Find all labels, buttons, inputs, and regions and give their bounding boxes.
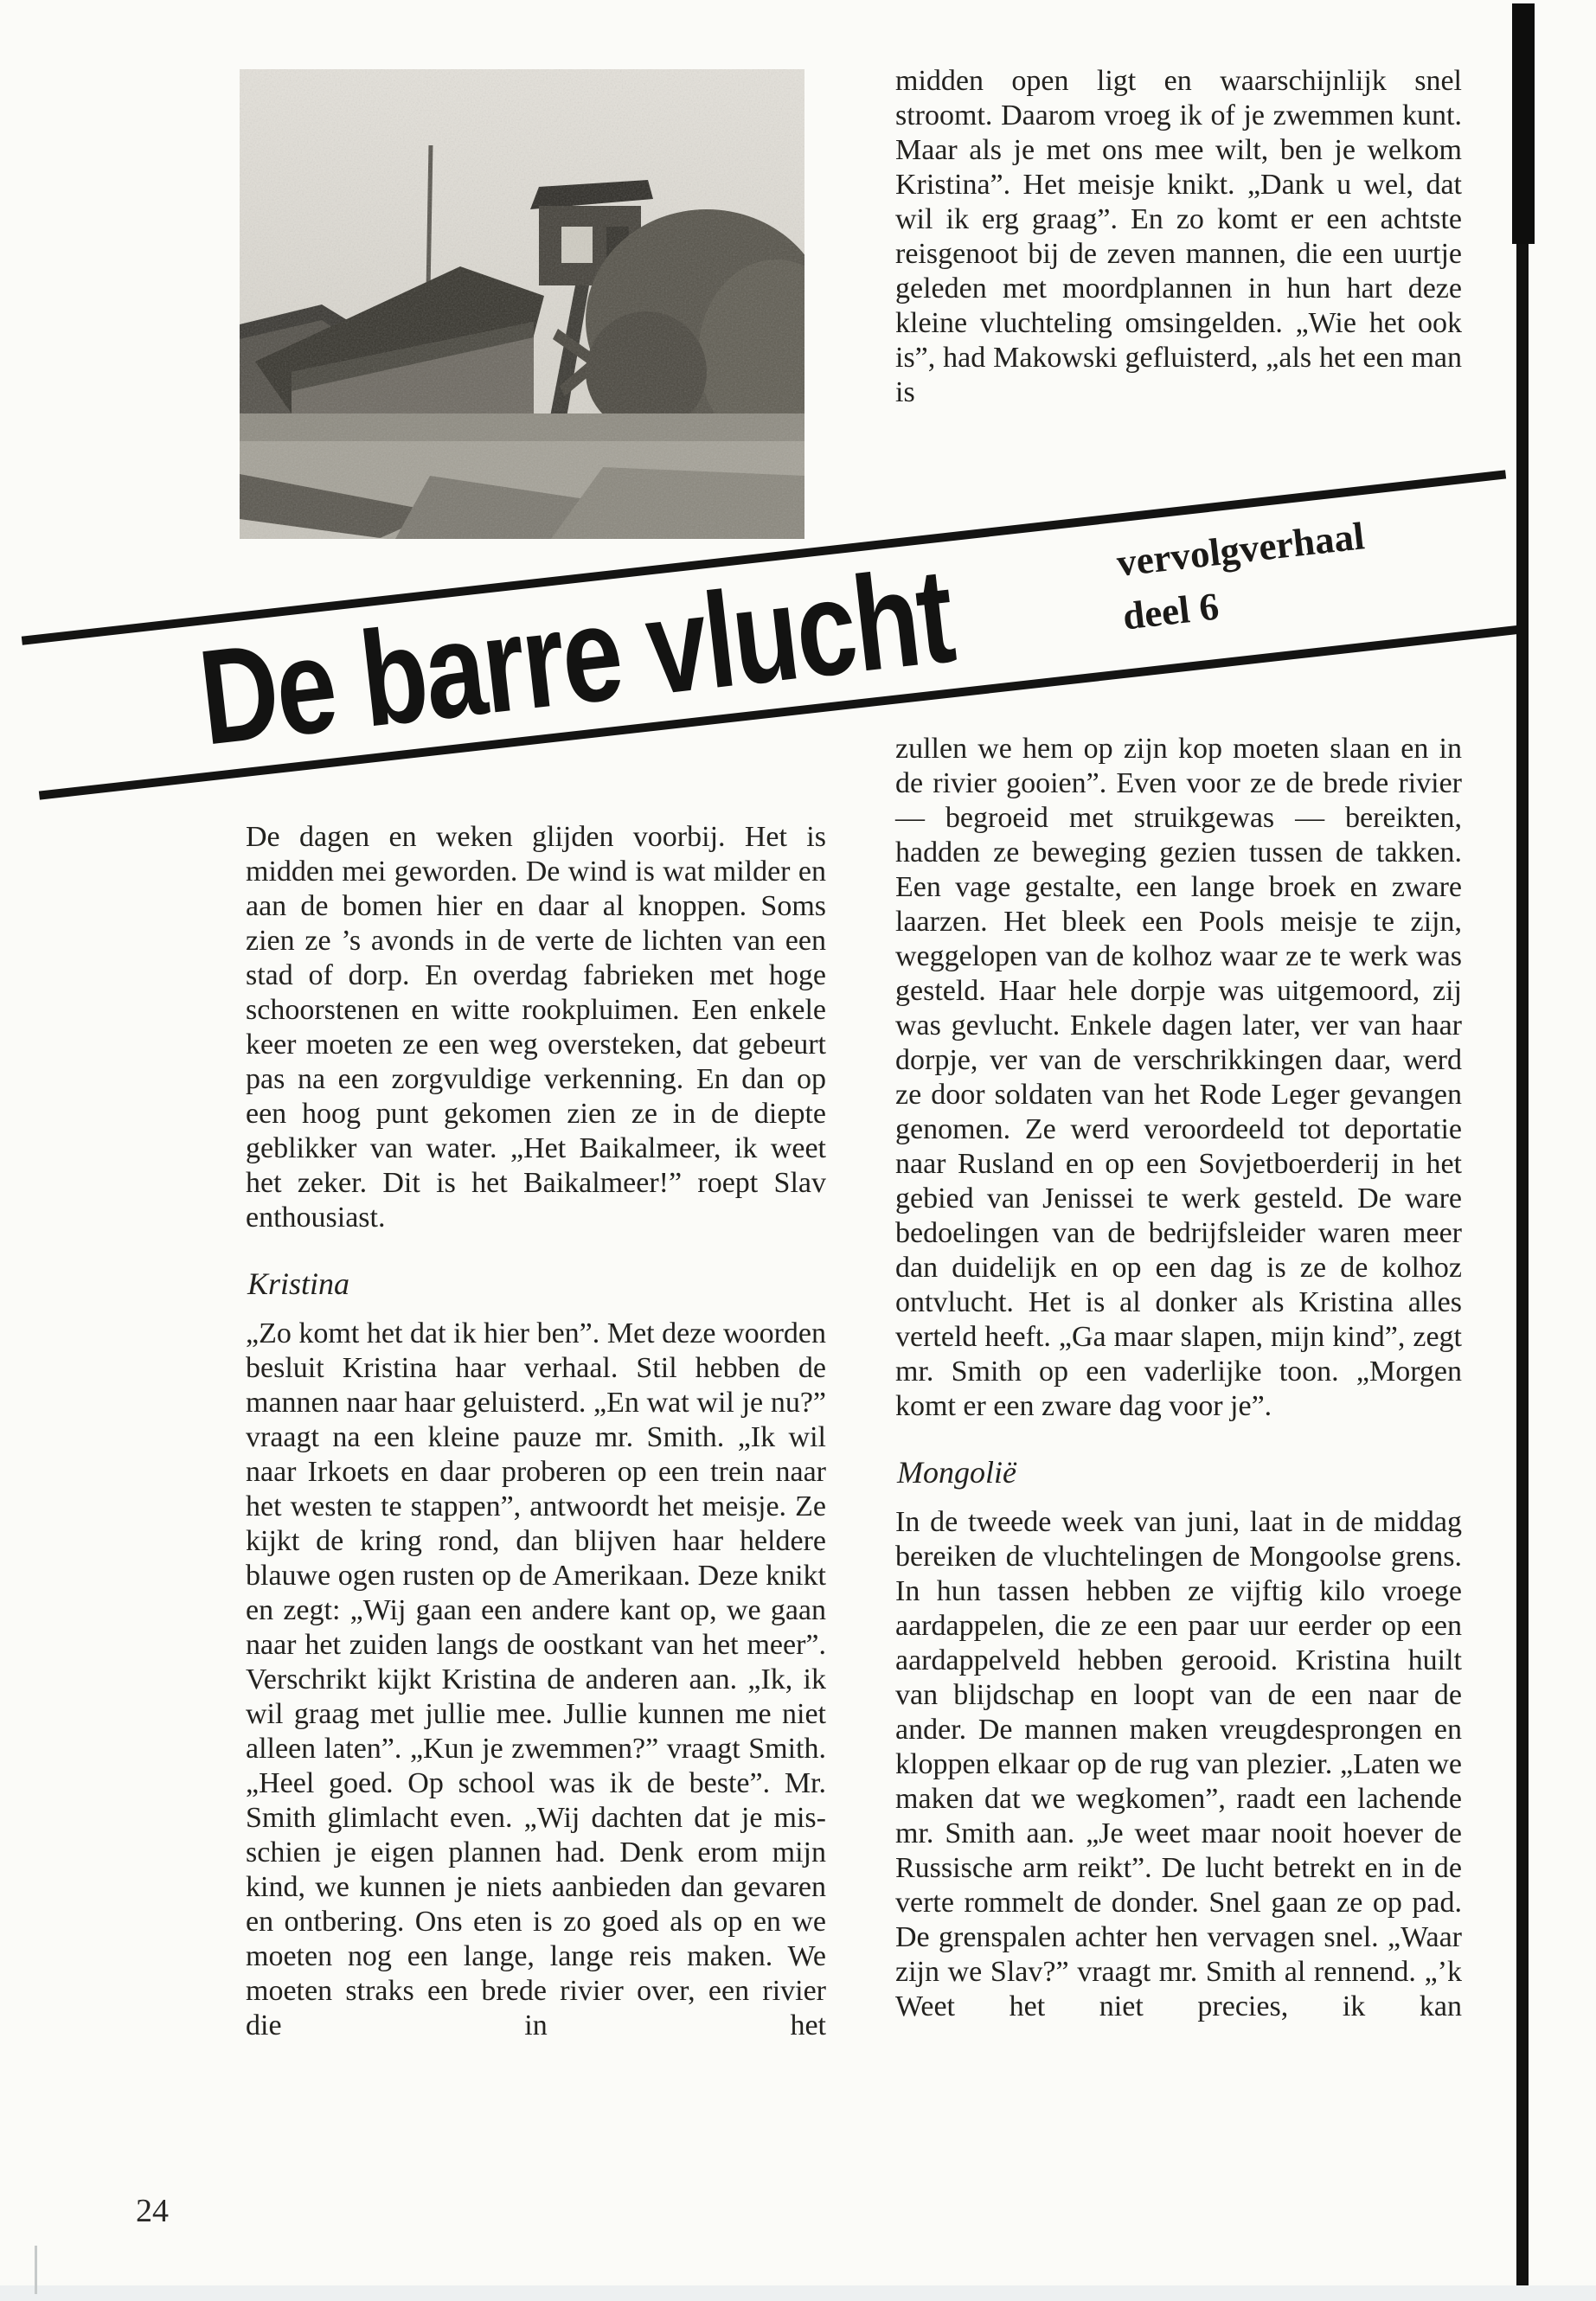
page-number: 24: [136, 2193, 169, 2229]
column-right: [895, 732, 1462, 2024]
column-left: [246, 820, 826, 2043]
kicker-line-2: deel 6: [1120, 584, 1221, 638]
kicker-line-1: vervolgverhaal: [1114, 514, 1367, 585]
paragraph: De dagen en weken glijden voorbij. Het is midden mei geworden. De wind is wat milder en aan de bomen hier en daar al knoppen. Soms zien ze ’s avonds in de verte de lichten van een stad of dorp. En overdag fabrieken met hoge schoorstenen en witte rookpluimen. Een enkele keer moeten ze een weg oversteken, dat gebeurt pas na een zorgvuldige verkenning. En dan op een hoog punt gekomen zien ze in de diepte geblikker van water. „Het Baikalmeer, ik weet het zeker. Dit is het Baikalmeer!” roept Slav enthousiast.: [246, 821, 826, 1234]
story-title: De barre vlucht: [192, 539, 959, 774]
paragraph: In de tweede week van juni, laat in de middag bereiken de vluchtelingen de Mongoolse grens. In hun tassen hebben ze vijftig kilo vroege aardappelen, die ze een paar uur eerder op een aardappelveld hebben gerooid. Kristina huilt van blijdschap en loopt van de een naar de ander. De mannen maken vreugdesprongen en kloppen elkaar op de rug van plezier. „Laten we maken dat we wegkomen”, raadt een lachende mr. Smith aan. „Je weet maar nooit hoever de Russische arm reikt”. De lucht betrekt en in de verte rommelt de donder. Snel gaan ze op pad. De grenspalen achter hen vervagen snel. „Waar zijn we Slav?” vraagt mr. Smith al rennend. „’k Weet het niet precies, ik kan: [895, 1506, 1462, 2022]
paragraph: zullen we hem op zijn kop moeten slaan en in de rivier gooien”. Even voor ze de brede rivier — begroeid met struikgewas — bereikten, hadden ze beweging gezien tussen de takken. Een vage gestalte, een lange broek en zware laarzen. Het bleek een Pools meisje te zijn, weggelopen van de kolhoz waar ze te werk was gesteld. Haar hele dorpje was uitgemoord, zij was gevlucht. Enkele dagen later, ver van haar dorpje, ver van de verschrikkingen daar, werd ze door soldaten van het Rode Leger gevangen genomen. Ze werd veroordeeld tot deportatie naar Rusland en op een Sovjetboerderij in het gebied van Jenissei te werk gesteld. De ware bedoelingen van de bedrijfsleider waren meer dan duidelijk en op een dag is ze de kolhoz ontvlucht. Het is al donker als Kristina alles verteld heeft. „Ga maar slapen, mijn kind”, zegt mr. Smith op een vaderlijke toon. „Morgen komt er een zware dag voor je”.: [895, 733, 1462, 1422]
section-heading-kristina: Kristina: [247, 1266, 350, 1301]
page-bottom-strip: [0, 2285, 1596, 2301]
story-kicker: [1114, 509, 1373, 643]
paragraph: „Zo komt het dat ik hier ben”. Met deze woorden besluit Kristina haar verhaal. Stil hebben de mannen naar haar geluisterd. „En wat wil je nu?” vraagt na een kleine pauze mr. Smith. „Ik wil naar Irkoets en daar proberen op een trein naar het westen te stappen”, antwoordt het meisje. Ze kijkt de kring rond, dan blijven haar heldere blauwe ogen rusten op de Amerikaan. Deze knikt en zegt: „Wij gaan een andere kant op, we gaan naar het zuiden langs de oostkant van het meer”. Verschrikt kijkt Kristina de anderen aan. „Ik, ik wil graag met jullie mee. Jullie kunnen me niet alleen laten”. „Kun je zwemmen?” vraagt Smith. „Heel goed. Op school was ik de beste”. Mr. Smith glimlacht even. „Wij dachten dat je misschien je eigen plannen had. Denk erom mijn kind, we kunnen je niets aanbieden dan gevaren en ontbering. Ons eten is zo goed als op en we moeten nog een lange, lange reis maken. We moeten straks een brede rivier over, een rivier die in het: [246, 1317, 826, 2041]
paragraph: midden open ligt en waarschijnlijk snel stroomt. Daarom vroeg ik of je zwemmen kunt. Maar als je met ons mee wilt, ben je welkom Kristina”. Het meisje knikt. „Dank u wel, dat wil ik erg graag”. En zo komt er een achtste reisgenoot bij de zeven mannen, die een uurtje geleden met moordplannen in hun hart deze kleine vluchteling omsingelden. „Wie het ook is”, had Makowski gefluisterd, „als het een man is: [895, 65, 1462, 408]
column-right-top: [895, 64, 1462, 410]
farm-watchtower-photo-illustration: [240, 69, 804, 539]
scan-edge-mark: [35, 2246, 37, 2294]
binding-bar-top: [1512, 3, 1535, 244]
binding-bar: [1516, 244, 1529, 2289]
story-photo: [240, 69, 804, 539]
section-heading-mongolie: Mongolië: [897, 1455, 1016, 1490]
